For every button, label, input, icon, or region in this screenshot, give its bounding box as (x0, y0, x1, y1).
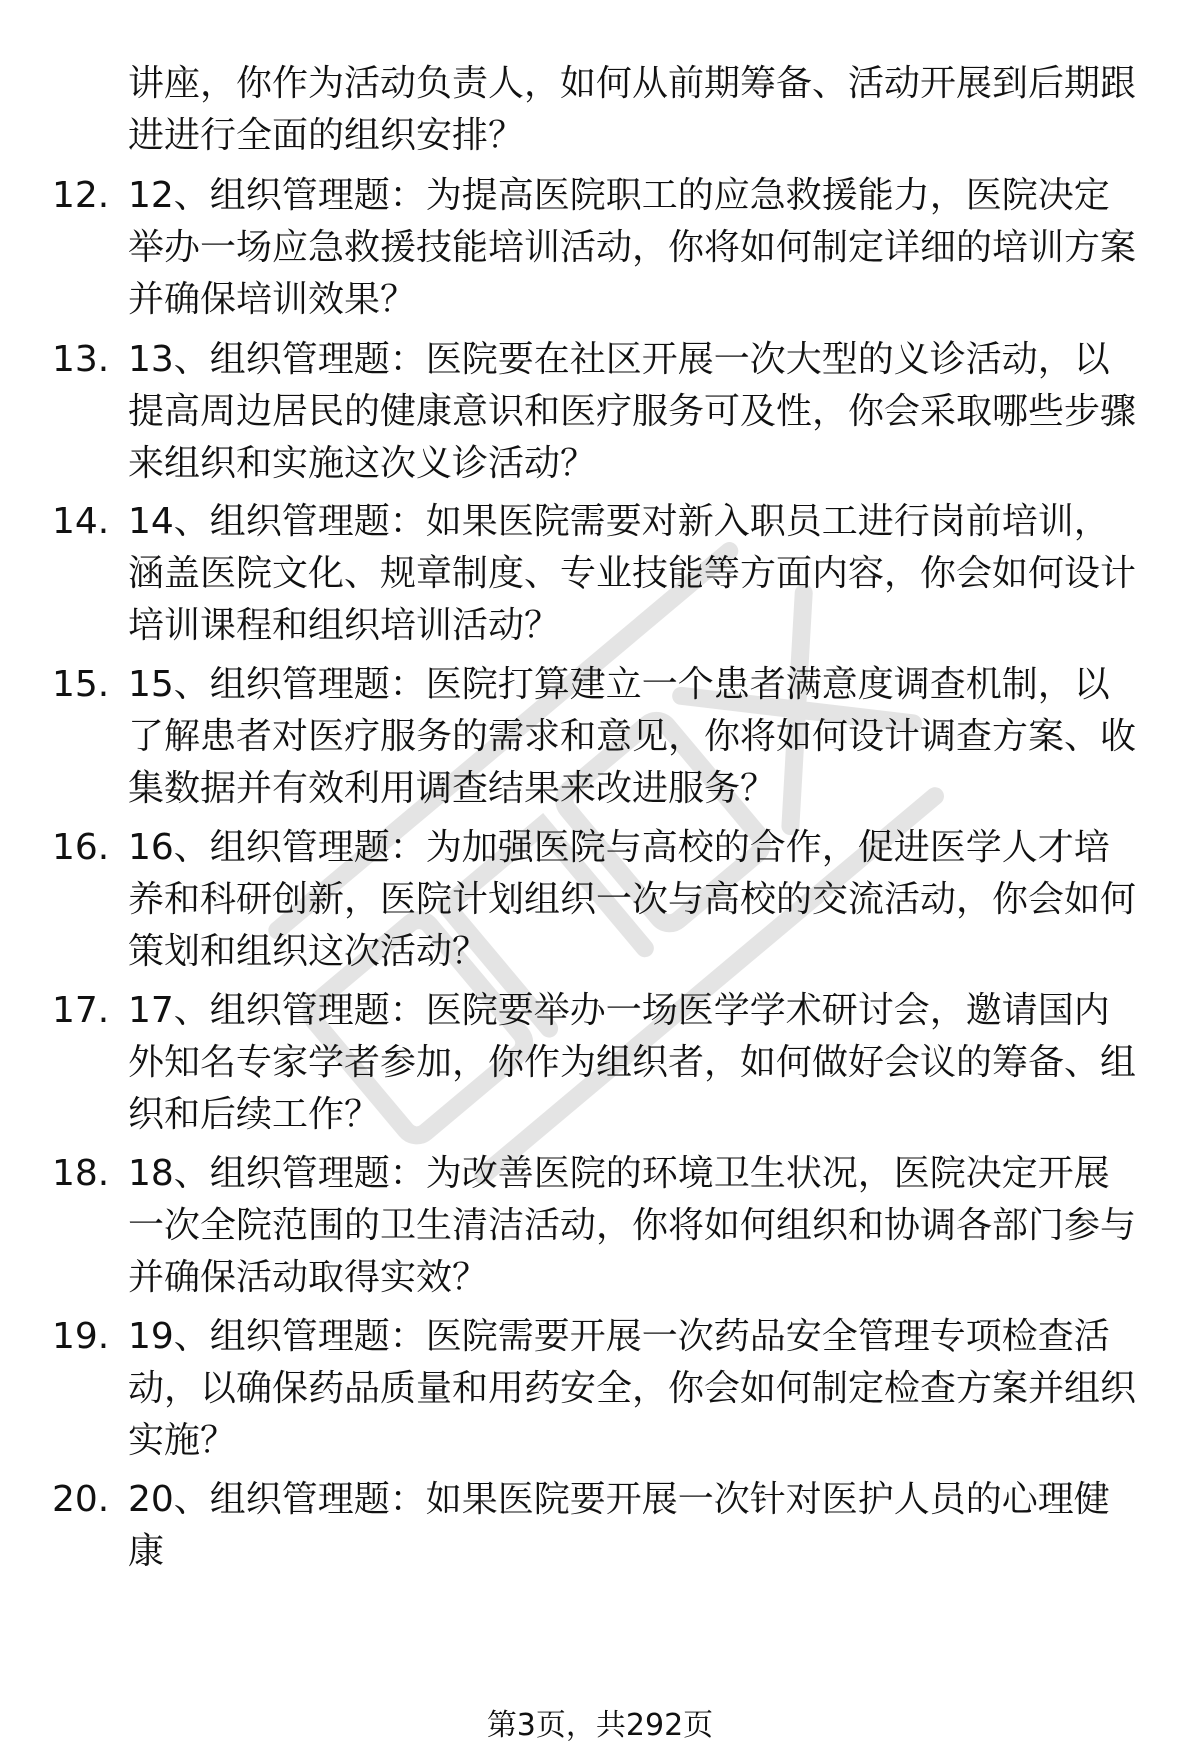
question-number: 18. (52, 1153, 110, 1194)
question-number: 13. (52, 339, 110, 380)
question-text: 13、组织管理题：医院要在社区开展一次大型的义诊活动，以提高周边居民的健康意识和医疗服务可及性，你会采取哪些步骤来组织和实施这次义诊活动？ (128, 339, 1137, 484)
question-number: 16. (52, 827, 110, 868)
question-text: 20、组织管理题：如果医院要开展一次针对医护人员的心理健康 (128, 1479, 1110, 1572)
question-number: 19. (52, 1316, 110, 1357)
question-number: 14. (52, 501, 110, 542)
question-text: 12、组织管理题：为提高医院职工的应急救援能力，医院决定举办一场应急救援技能培训活动，你将如何制定详细的培训方案并确保培训效果？ (128, 175, 1137, 320)
continued-question-text: 讲座，你作为活动负责人，如何从前期筹备、活动开展到后期跟进进行全面的组织安排？ (128, 63, 1137, 156)
question-text: 15、组织管理题：医院打算建立一个患者满意度调查机制，以了解患者对医疗服务的需求和意见，你将如何设计调查方案、收集数据并有效利用调查结果来改进服务？ (128, 664, 1137, 809)
question-text: 17、组织管理题：医院要举办一场医学学术研讨会，邀请国内外知名专家学者参加，你作为组织者，如何做好会议的筹备、组织和后续工作？ (128, 990, 1137, 1135)
question-text: 16、组织管理题：为加强医院与高校的合作，促进医学人才培养和科研创新，医院计划组织一次与高校的交流活动，你会如何策划和组织这次活动？ (128, 827, 1137, 972)
question-text: 18、组织管理题：为改善医院的环境卫生状况，医院决定开展一次全院范围的卫生清洁活动，你将如何组织和协调各部门参与并确保活动取得实效？ (128, 1153, 1137, 1298)
question-number: 15. (52, 664, 110, 705)
question-number: 20. (52, 1479, 110, 1520)
page-footer: 第3页，共292页 (486, 1708, 714, 1743)
question-text: 19、组织管理题：医院需要开展一次药品安全管理专项检查活动，以确保药品质量和用药安全，你会如何制定检查方案并组织实施？ (128, 1316, 1137, 1461)
question-text: 14、组织管理题：如果医院需要对新入职员工进行岗前培训，涵盖医院文化、规章制度、专业技能等方面内容，你会如何设计培训课程和组织培训活动？ (128, 501, 1137, 646)
question-number: 12. (52, 175, 110, 216)
question-number: 17. (52, 990, 110, 1031)
